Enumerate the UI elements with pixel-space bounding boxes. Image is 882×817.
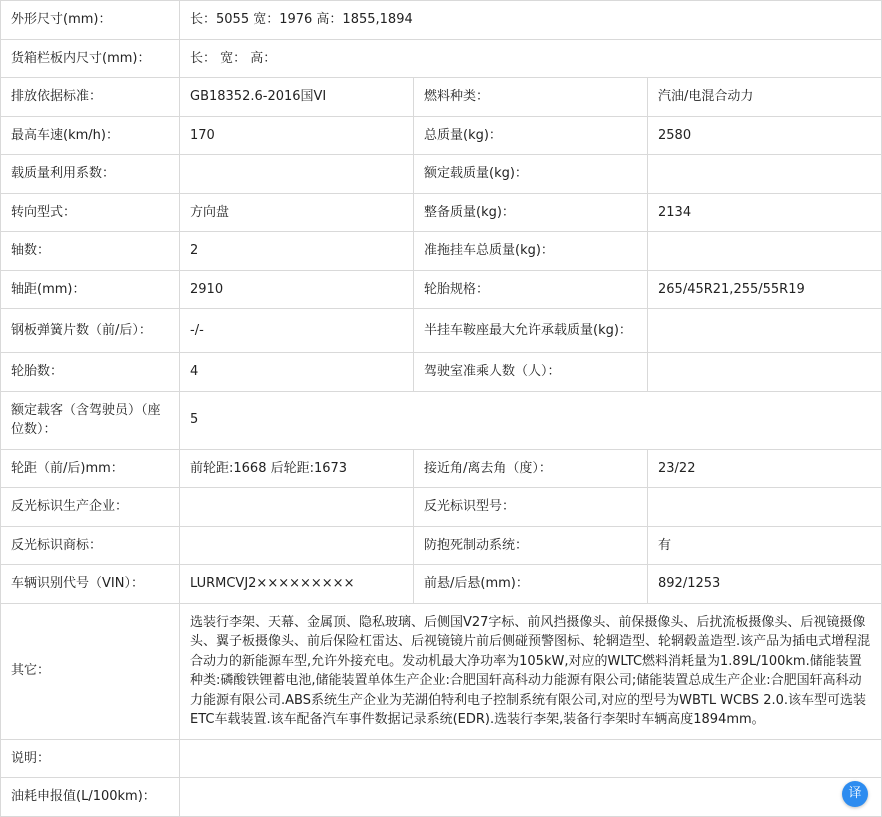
table-row	[1, 270, 882, 309]
row-label: 轴距(mm)：	[1, 270, 180, 309]
row-label-secondary: 额定载质量(kg)：	[414, 155, 648, 194]
row-value-secondary	[648, 155, 882, 194]
row-label: 轴数：	[1, 232, 180, 271]
row-value-secondary: 汽油/电混合动力	[648, 78, 882, 117]
row-label-secondary: 准拖挂车总质量(kg)：	[414, 232, 648, 271]
table-row	[1, 232, 882, 271]
row-value: 170	[180, 116, 414, 155]
table-row	[1, 526, 882, 565]
row-label: 排放依据标准：	[1, 78, 180, 117]
fuel-consumption-value	[180, 778, 882, 817]
row-value-secondary	[648, 353, 882, 392]
row-value-secondary: 892/1253	[648, 565, 882, 604]
table-row	[1, 116, 882, 155]
row-value: 方向盘	[180, 193, 414, 232]
row-label: 轮距（前/后)mm：	[1, 449, 180, 488]
row-label-secondary: 驾驶室准乘人数（人）：	[414, 353, 648, 392]
row-value: 2	[180, 232, 414, 271]
row-label: 外形尺寸(mm)：	[1, 1, 180, 40]
row-value-secondary	[648, 232, 882, 271]
row-label-secondary: 燃料种类：	[414, 78, 648, 117]
description-label: 说明：	[1, 739, 180, 778]
row-label: 额定载客（含驾驶员）（座位数）：	[1, 391, 180, 449]
row-label: 轮胎数：	[1, 353, 180, 392]
table-row	[1, 1, 882, 40]
row-label: 最高车速(km/h)：	[1, 116, 180, 155]
other-label: 其它：	[1, 603, 180, 739]
row-value: 长：5055 宽：1976 高：1855,1894	[180, 1, 882, 40]
row-value: -/-	[180, 309, 414, 353]
row-value-secondary	[648, 488, 882, 527]
row-label-secondary: 总质量(kg)：	[414, 116, 648, 155]
table-row-description	[1, 739, 882, 778]
row-label-secondary: 接近角/离去角（度）：	[414, 449, 648, 488]
table-row	[1, 488, 882, 527]
table-row	[1, 155, 882, 194]
row-label-secondary: 半挂车鞍座最大允许承载质量(kg)：	[414, 309, 648, 353]
table-row-other	[1, 603, 882, 739]
row-value: 长： 宽： 高：	[180, 39, 882, 78]
row-label-secondary: 整备质量(kg)：	[414, 193, 648, 232]
fuel-consumption-label: 油耗申报值(L/100km)：	[1, 778, 180, 817]
row-label: 车辆识别代号（VIN）：	[1, 565, 180, 604]
table-row	[1, 78, 882, 117]
other-value: 选装行李架、天幕、金属顶、隐私玻璃、后侧国V27字标、前风挡摄像头、前保摄像头、后扰流板摄像头、后视镜摄像头、翼子板摄像头、前后保险杠雷达、后视镜镜片前后侧碰预警图标、轮辋造型、轮辋毂盖造型.该产品为插电式增程混合动力的新能源车型,允许外接充电。发动机最大净功率为105kW,对应的WLTC燃料消耗量为1.89L/100km.储能装置种类:磷酸铁锂蓄电池,储能装置单体生产企业:合肥国轩高科动力能源有限公司;储能装置总成生产企业:合肥国轩高科动力能源有限公司.ABS系统生产企业为芜湖伯特利电子控制系统有限公司,对应的型号为WBTL WCBS 2.0.该车型可选装ETC车载装置.该车配备汽车事件数据记录系统(EDR).选装行李架,装备行李架时车辆高度1894mm。	[180, 603, 882, 739]
table-row	[1, 449, 882, 488]
row-label-secondary: 轮胎规格：	[414, 270, 648, 309]
table-row	[1, 565, 882, 604]
row-label: 货箱栏板内尺寸(mm)：	[1, 39, 180, 78]
row-value-secondary: 265/45R21,255/55R19	[648, 270, 882, 309]
table-row	[1, 39, 882, 78]
row-value: GB18352.6-2016国VI	[180, 78, 414, 117]
row-label-secondary: 防抱死制动系统：	[414, 526, 648, 565]
table-row	[1, 193, 882, 232]
row-value: LURMCVJ2×××××××××	[180, 565, 414, 604]
row-label-secondary: 前悬/后悬(mm)：	[414, 565, 648, 604]
row-label: 转向型式：	[1, 193, 180, 232]
row-value	[180, 155, 414, 194]
row-label-secondary: 反光标识型号：	[414, 488, 648, 527]
description-value	[180, 739, 882, 778]
row-value: 4	[180, 353, 414, 392]
row-value	[180, 488, 414, 527]
row-value: 2910	[180, 270, 414, 309]
row-value-secondary	[648, 309, 882, 353]
table-row	[1, 391, 882, 449]
row-value: 5	[180, 391, 882, 449]
row-value-secondary: 2134	[648, 193, 882, 232]
row-label: 载质量利用系数：	[1, 155, 180, 194]
translate-icon[interactable]: 译	[842, 781, 868, 807]
row-label: 反光标识生产企业：	[1, 488, 180, 527]
row-label: 钢板弹簧片数（前/后）：	[1, 309, 180, 353]
row-label: 反光标识商标：	[1, 526, 180, 565]
row-value-secondary: 23/22	[648, 449, 882, 488]
table-row-fuel	[1, 778, 882, 817]
row-value-secondary: 有	[648, 526, 882, 565]
row-value	[180, 526, 414, 565]
spec-table-body	[1, 1, 882, 817]
table-row	[1, 309, 882, 353]
table-row	[1, 353, 882, 392]
row-value: 前轮距:1668 后轮距:1673	[180, 449, 414, 488]
row-value-secondary: 2580	[648, 116, 882, 155]
